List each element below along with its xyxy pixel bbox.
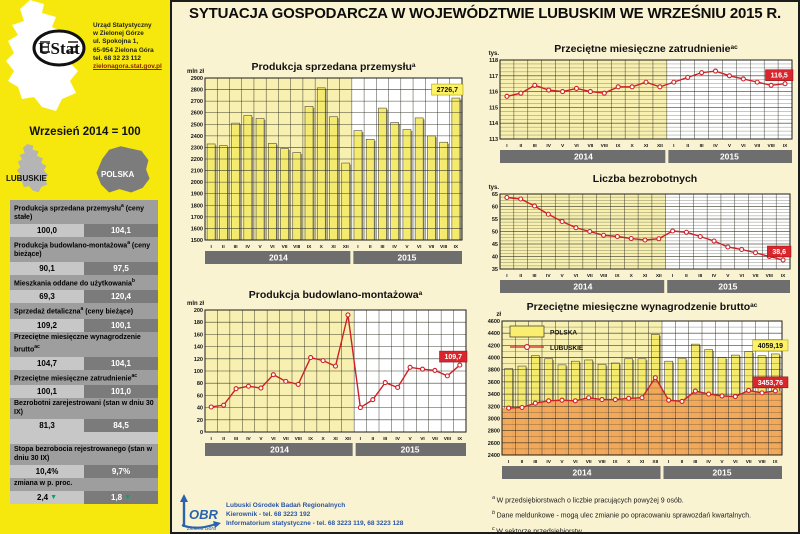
svg-text:XII: XII — [656, 144, 663, 149]
svg-text:Liczba bezrobotnych: Liczba bezrobotnych — [592, 173, 698, 185]
svg-text:III: III — [233, 245, 238, 250]
region-label-polska: POLSKA — [101, 170, 135, 179]
lubuskie-map-with-logo — [0, 0, 100, 115]
svg-text:109,7: 109,7 — [444, 354, 463, 362]
down-arrow-icon: ▼ — [48, 494, 57, 502]
svg-text:V: V — [560, 144, 565, 149]
svg-text:Zielona Góra: Zielona Góra — [187, 526, 216, 532]
value-lubuskie: 90,1 — [10, 262, 84, 275]
indicator-values-row — [10, 465, 158, 478]
svg-text:2500: 2500 — [190, 122, 203, 129]
svg-text:4059,19: 4059,19 — [757, 342, 784, 350]
svg-text:118: 118 — [489, 58, 498, 64]
svg-text:IV: IV — [546, 274, 551, 279]
svg-text:40: 40 — [196, 405, 203, 412]
svg-text:UStat: UStat — [38, 39, 80, 58]
svg-text:2600: 2600 — [190, 110, 203, 117]
svg-text:VII: VII — [754, 144, 761, 149]
svg-text:IV: IV — [713, 144, 718, 149]
svg-text:III: III — [533, 460, 538, 465]
svg-text:I: I — [359, 437, 362, 442]
svg-text:III: III — [532, 274, 537, 279]
svg-text:II: II — [222, 437, 225, 442]
svg-text:Przeciętne miesięczne wynagrod: Przeciętne miesięczne wynagrodzenie brutto$^{ac}$ — [526, 301, 758, 313]
svg-text:2015: 2015 — [712, 467, 732, 478]
value-polska: 104,1 — [84, 224, 158, 237]
agency-address — [93, 22, 169, 71]
indicator-values-row — [10, 419, 158, 432]
svg-text:80: 80 — [196, 381, 203, 388]
sidebar — [0, 0, 170, 534]
svg-text:IV: IV — [246, 437, 251, 442]
svg-text:XI: XI — [642, 274, 648, 279]
svg-text:2100: 2100 — [190, 168, 203, 175]
footnote: $^c$ W sektorze przedsiębiorstw. — [492, 525, 584, 534]
svg-text:VIII: VIII — [765, 274, 773, 279]
svg-text:VIII: VIII — [294, 437, 302, 442]
svg-text:140: 140 — [193, 344, 203, 351]
agency-line: ul. Spokojna 1, — [93, 38, 139, 46]
svg-text:120: 120 — [193, 356, 203, 363]
svg-text:VIII: VIII — [293, 245, 301, 250]
value-polska: 84,5 — [84, 419, 158, 432]
lubuskie-small-map — [14, 144, 58, 194]
svg-text:tys.: tys. — [488, 51, 499, 57]
svg-text:VI: VI — [733, 460, 738, 465]
svg-text:II: II — [680, 460, 684, 465]
svg-text:60: 60 — [491, 204, 498, 211]
svg-text:4200: 4200 — [487, 343, 500, 350]
svg-text:IV: IV — [546, 460, 551, 465]
value-polska: 101,0 — [84, 385, 158, 398]
svg-text:3453,76: 3453,76 — [757, 379, 784, 387]
svg-text:4400: 4400 — [487, 331, 500, 338]
value-lubuskie: 2,4 ▼ — [10, 491, 84, 504]
svg-text:IX: IX — [773, 460, 778, 465]
svg-text:2200: 2200 — [190, 157, 203, 163]
indicator-title: Mieszkania oddane do użytkowania$^b$ — [10, 275, 158, 291]
svg-text:0: 0 — [199, 430, 203, 436]
svg-text:VII: VII — [585, 460, 592, 465]
svg-text:2015: 2015 — [397, 252, 417, 263]
svg-text:X: X — [319, 245, 323, 250]
svg-text:I: I — [357, 245, 359, 250]
svg-text:3400: 3400 — [487, 392, 500, 399]
chart-przecietne-zatrudnienie — [486, 40, 798, 168]
svg-text:2014: 2014 — [572, 467, 592, 478]
svg-text:II: II — [368, 245, 372, 250]
svg-text:3000: 3000 — [487, 416, 500, 423]
base-period-heading: Wrzesień 2014 = 100 — [29, 126, 141, 138]
svg-text:IX: IX — [457, 437, 463, 442]
svg-text:35: 35 — [491, 267, 498, 273]
svg-text:XI: XI — [331, 245, 336, 250]
indicator-title: Przeciętne miesięczne zatrudnienie$^{ac}$ — [10, 370, 158, 386]
svg-text:OBR: OBR — [189, 507, 218, 522]
svg-text:4000: 4000 — [487, 355, 500, 362]
svg-text:III: III — [532, 144, 537, 149]
svg-text:2014: 2014 — [573, 281, 593, 292]
svg-text:VI: VI — [574, 144, 579, 149]
indicator-title: Produkcja budowlano-montażowa$^a$ (ceny bieżące) — [10, 237, 158, 261]
indicator-values-row — [10, 357, 158, 370]
svg-text:VII: VII — [745, 460, 752, 465]
svg-text:180: 180 — [193, 320, 203, 327]
svg-text:VII: VII — [587, 144, 594, 149]
svg-text:X: X — [629, 274, 633, 279]
footnote: $^b$ Dane meldunkowe - mogą ulec zmianie po opracowaniu sprawozdań kwartalnych. — [492, 510, 752, 520]
indicator-title: Stopa bezrobocia rejestrowanego (stan w dniu 30 IX) — [10, 444, 158, 465]
svg-text:2700: 2700 — [190, 99, 203, 106]
svg-text:XII: XII — [652, 460, 659, 465]
svg-text:tys.: tys. — [488, 185, 499, 191]
value-polska: 104,1 — [84, 357, 158, 370]
svg-text:I: I — [671, 274, 674, 279]
svg-text:VIII: VIII — [599, 274, 608, 279]
svg-text:2400: 2400 — [190, 133, 203, 140]
svg-text:I: I — [507, 460, 510, 465]
svg-text:2015: 2015 — [400, 444, 420, 455]
indicator-values-row — [10, 290, 158, 303]
svg-text:VIII: VIII — [767, 144, 775, 149]
svg-text:IX: IX — [306, 245, 312, 250]
svg-text:II: II — [222, 245, 225, 250]
svg-text:mln zł: mln zł — [186, 69, 204, 75]
svg-text:mln zł: mln zł — [186, 301, 204, 307]
svg-text:IX: IX — [453, 245, 459, 250]
value-lubuskie: 104,7 — [10, 357, 84, 370]
value-lubuskie: 100,1 — [10, 385, 84, 398]
svg-text:XII: XII — [344, 437, 351, 442]
svg-text:VIII: VIII — [440, 245, 448, 250]
svg-text:IV: IV — [395, 437, 400, 442]
agency-line: tel. 68 32 23 112 — [93, 54, 141, 62]
indicator-title: Bezrobotni zarejestrowani (stan w dniu 30 IX) — [10, 398, 158, 419]
svg-text:I: I — [210, 245, 212, 250]
svg-text:II: II — [520, 460, 524, 465]
svg-text:II: II — [519, 144, 523, 149]
svg-text:2014: 2014 — [270, 444, 290, 455]
svg-text:40: 40 — [491, 254, 498, 261]
svg-text:2800: 2800 — [190, 87, 203, 94]
agency-line: 65-954 Zielona Góra — [93, 46, 154, 54]
svg-text:IX: IX — [615, 144, 621, 149]
ustat-logo — [34, 31, 84, 65]
indicator-title: Sprzedaż detaliczna$^a$ (ceny bieżące) — [10, 303, 158, 319]
svg-text:IV: IV — [245, 245, 251, 250]
chart-produkcja-budowlano-montazowa — [178, 286, 490, 464]
svg-text:IV: IV — [706, 460, 711, 465]
svg-text:4600: 4600 — [487, 319, 500, 325]
svg-text:III: III — [693, 460, 698, 465]
svg-text:XII: XII — [342, 245, 349, 250]
svg-text:IX: IX — [308, 437, 313, 442]
svg-text:IV: IV — [392, 245, 397, 250]
svg-text:116,5: 116,5 — [770, 72, 788, 80]
svg-text:VIII: VIII — [598, 460, 606, 465]
svg-text:V: V — [405, 245, 409, 250]
svg-text:VI: VI — [739, 274, 744, 279]
chart-liczba-bezrobotnych — [486, 170, 798, 296]
svg-text:2900: 2900 — [190, 76, 203, 82]
svg-text:VII: VII — [431, 437, 438, 442]
indicator-values-row — [10, 385, 158, 398]
value-polska: 120,4 — [84, 290, 158, 303]
svg-text:160: 160 — [193, 332, 203, 339]
svg-text:I: I — [667, 460, 670, 465]
svg-text:X: X — [627, 460, 631, 465]
indicator-title: zmiana w p. proc. — [10, 478, 158, 491]
svg-text:X: X — [630, 144, 634, 149]
table-spacer — [10, 432, 158, 444]
svg-text:117: 117 — [489, 73, 498, 80]
svg-text:IV: IV — [711, 274, 717, 279]
svg-text:2015: 2015 — [719, 151, 739, 162]
svg-text:116: 116 — [489, 89, 498, 96]
svg-text:XI: XI — [643, 144, 649, 149]
svg-text:65: 65 — [491, 192, 498, 198]
svg-text:2400: 2400 — [487, 453, 500, 459]
svg-text:VI: VI — [573, 460, 578, 465]
svg-text:VII: VII — [282, 437, 289, 442]
svg-text:zł: zł — [496, 312, 501, 318]
svg-text:60: 60 — [196, 393, 203, 400]
svg-text:1500: 1500 — [190, 238, 203, 244]
svg-text:V: V — [560, 274, 564, 279]
value-lubuskie: 10,4% — [10, 465, 84, 478]
svg-text:1600: 1600 — [190, 226, 203, 233]
svg-text:V: V — [560, 460, 564, 465]
svg-text:III: III — [234, 437, 239, 442]
svg-text:X: X — [321, 437, 325, 442]
svg-text:II: II — [685, 274, 688, 279]
indicator-values-row — [10, 262, 158, 275]
value-polska: 100,1 — [84, 319, 158, 332]
svg-text:2014: 2014 — [268, 252, 288, 263]
svg-text:VIII: VIII — [600, 144, 608, 149]
page-title: SYTUACJA GOSPODARCZA W WOJEWÓDZTWIE LUBUSKIM WE WRZEŚNIU 2015 R. — [189, 5, 781, 22]
svg-text:V: V — [727, 144, 732, 149]
svg-text:II: II — [686, 144, 690, 149]
svg-text:114: 114 — [489, 121, 498, 128]
svg-text:V: V — [258, 245, 262, 250]
footnotes — [492, 492, 751, 534]
svg-text:1800: 1800 — [190, 203, 203, 210]
region-label-lubuskie: LUBUSKIE — [6, 174, 47, 183]
footnote: $^a$ W przedsiębiorstwach o liczbie pracujących powyżej 9 osób. — [492, 495, 684, 505]
svg-text:I: I — [506, 274, 508, 279]
indicator-values-row — [10, 319, 158, 332]
indicator-title: Produkcja sprzedana przemysłu$^a$ (ceny stałe) — [10, 200, 158, 224]
svg-text:III: III — [699, 144, 704, 149]
svg-text:IX: IX — [780, 274, 786, 279]
svg-text:1900: 1900 — [190, 191, 203, 198]
regions-maps — [0, 144, 170, 198]
svg-text:VI: VI — [416, 245, 422, 250]
svg-text:V: V — [726, 274, 730, 279]
indicator-title: Przeciętne miesięczne wynagrodzenie brutto$^{ac}$ — [10, 332, 158, 356]
svg-text:3600: 3600 — [487, 379, 500, 386]
svg-text:III: III — [380, 245, 385, 250]
indicator-values-row — [10, 491, 158, 504]
svg-text:100: 100 — [193, 369, 203, 375]
svg-text:Produkcja budowlano-montażowaa: Produkcja budowlano-montażowa$^a$ — [248, 289, 423, 301]
down-arrow-icon: ▼ — [122, 494, 131, 502]
svg-text:55: 55 — [491, 217, 498, 223]
svg-text:3800: 3800 — [487, 367, 500, 374]
svg-text:VII: VII — [428, 245, 435, 250]
svg-text:2600: 2600 — [487, 440, 500, 447]
svg-text:38,6: 38,6 — [772, 249, 787, 256]
lobr-line: Informatorium statystyczne - tel. 68 3223 119, 68 3223 128 — [226, 520, 404, 527]
indicator-values-row — [10, 224, 158, 237]
svg-text:VIII: VIII — [443, 437, 451, 442]
svg-text:50: 50 — [491, 229, 498, 236]
svg-text:VI: VI — [270, 245, 275, 250]
svg-text:VIII: VIII — [758, 460, 766, 465]
lobr-line: Lubuski Ośrodek Badań Regionalnych — [226, 502, 346, 509]
svg-text:VII: VII — [752, 274, 759, 279]
chart-produkcja-sprzedana-przemyslu — [178, 58, 490, 270]
svg-text:113: 113 — [489, 137, 498, 143]
svg-text:115: 115 — [489, 105, 498, 112]
svg-text:II: II — [371, 437, 375, 442]
svg-text:IX: IX — [782, 144, 788, 149]
value-lubuskie: 81,3 — [10, 419, 84, 432]
agency-line: w Zielonej Górze — [93, 30, 144, 38]
svg-text:V: V — [720, 460, 724, 465]
svg-text:3200: 3200 — [487, 404, 500, 411]
svg-text:III: III — [698, 274, 703, 279]
svg-text:2800: 2800 — [487, 428, 500, 435]
svg-text:I: I — [210, 437, 212, 442]
svg-text:2300: 2300 — [190, 145, 203, 152]
agency-website-link[interactable]: zielonagora.stat.gov.pl — [93, 63, 162, 71]
svg-text:I: I — [673, 144, 675, 149]
value-lubuskie: 100,0 — [10, 224, 84, 237]
svg-text:III: III — [383, 437, 388, 442]
svg-text:VI: VI — [573, 274, 579, 279]
svg-text:XI: XI — [639, 460, 645, 465]
svg-text:II: II — [519, 274, 523, 279]
svg-text:20: 20 — [196, 417, 203, 424]
value-polska: 97,5 — [84, 262, 158, 275]
svg-text:200: 200 — [193, 308, 203, 314]
chart-wynagrodzenie-brutto — [486, 298, 798, 486]
indicators-table — [10, 200, 158, 504]
value-lubuskie: 109,2 — [10, 319, 84, 332]
svg-text:XI: XI — [333, 437, 338, 442]
svg-text:IX: IX — [613, 460, 618, 465]
agency-line: Urząd Statystyczny — [93, 22, 152, 29]
svg-text:VII: VII — [281, 245, 288, 250]
svg-text:IV: IV — [546, 144, 551, 149]
svg-text:Przeciętne miesięczne zatrudni: Przeciętne miesięczne zatrudnienie$^{ac}$ — [554, 43, 738, 55]
svg-text:VI: VI — [271, 437, 276, 442]
svg-text:IX: IX — [615, 274, 620, 279]
lobr-line: Kierownik - tel. 68 3223 192 — [226, 511, 311, 518]
svg-text:VI: VI — [741, 144, 746, 149]
value-lubuskie: 69,3 — [10, 290, 84, 303]
svg-text:I: I — [506, 144, 508, 149]
svg-text:VII: VII — [586, 274, 593, 279]
svg-text:1700: 1700 — [190, 214, 203, 221]
lobr-logo — [176, 493, 224, 533]
svg-text:POLSKA: POLSKA — [550, 329, 578, 337]
svg-text:Produkcja sprzedana przemysłua: Produkcja sprzedana przemysłu$^a$ — [251, 61, 416, 73]
svg-text:2726,7: 2726,7 — [436, 87, 459, 95]
svg-text:2000: 2000 — [190, 180, 203, 187]
svg-text:V: V — [408, 437, 412, 442]
lobr-contact — [226, 501, 403, 528]
svg-text:LUBUSKIE: LUBUSKIE — [550, 345, 584, 352]
svg-text:VI: VI — [420, 437, 425, 442]
svg-text:45: 45 — [491, 242, 498, 248]
svg-text:XII: XII — [655, 274, 662, 279]
svg-text:V: V — [259, 437, 263, 442]
svg-text:2015: 2015 — [718, 281, 738, 292]
svg-text:2014: 2014 — [573, 151, 593, 162]
value-polska: 1,8 ▼ — [84, 491, 158, 504]
value-polska: 9,7% — [84, 465, 158, 478]
